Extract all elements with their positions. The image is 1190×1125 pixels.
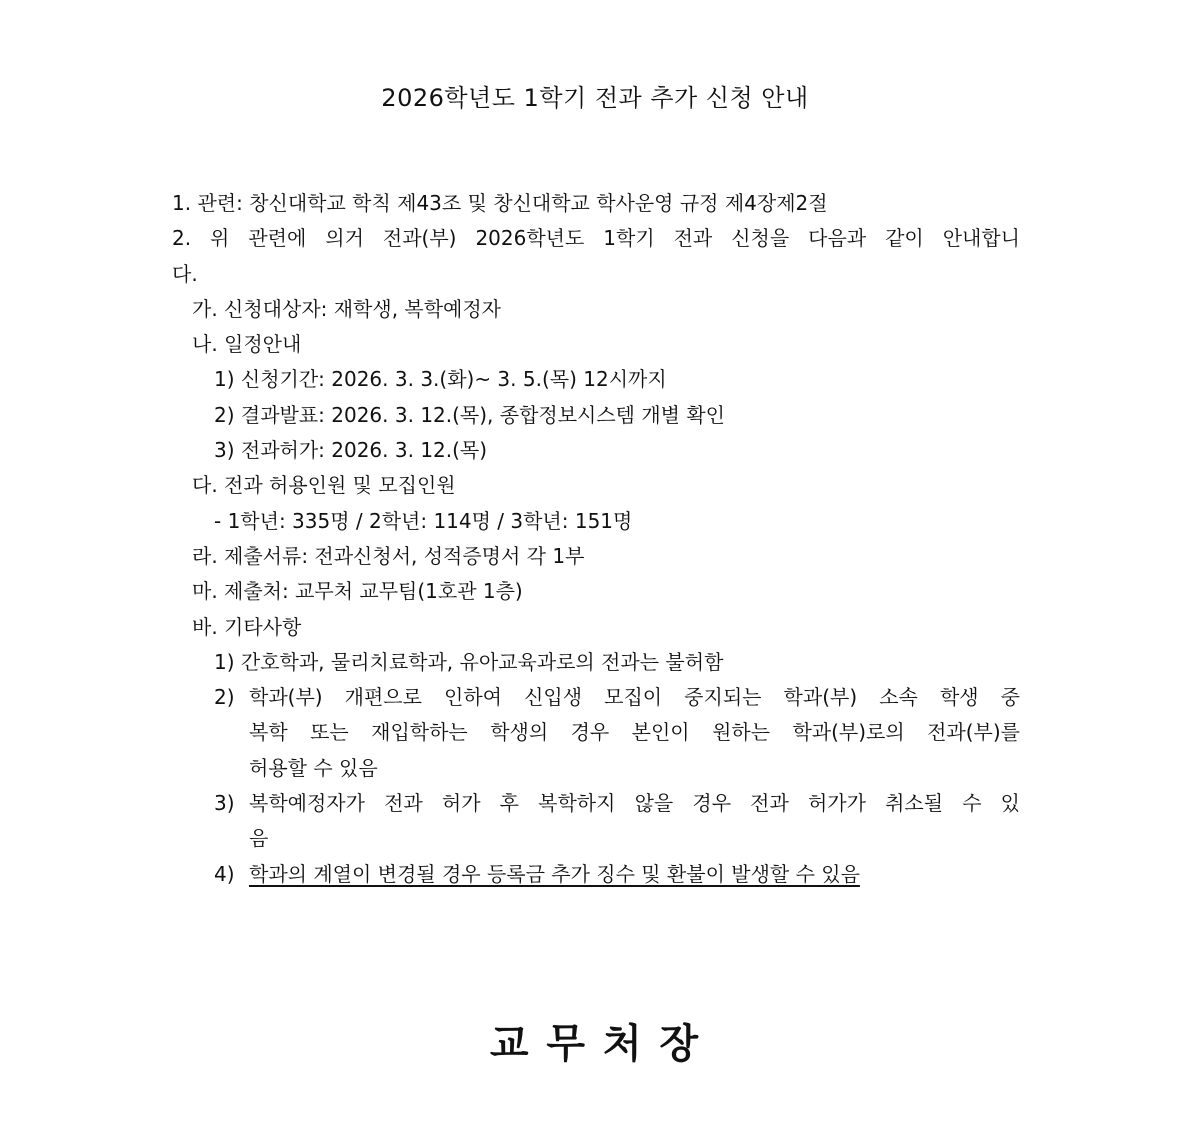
note-2-line-3: 허용할 수 있음 — [249, 755, 378, 780]
note-2-discontinued-departments — [172, 680, 1020, 786]
note-4-number: 4) — [214, 861, 235, 886]
note-2-line-2: 복학 또는 재입학하는 학생의 경우 본인이 원하는 학과(부)로의 전과(부)를 — [249, 720, 1020, 745]
item-2-intro: 2. 위 관련에 의거 전과(부) 2026학년도 1학기 전과 신청을 다음과 같이 안내합니 — [172, 226, 1020, 251]
document-body — [172, 186, 1020, 892]
item-1-reference: 1. 관련: 창신대학교 학칙 제43조 및 창신대학교 학사운영 규정 제4장제2절 — [172, 191, 828, 215]
note-2-number: 2) — [214, 685, 235, 710]
section-ga-eligibility: 가. 신청대상자: 재학생, 복학예정자 — [192, 296, 502, 321]
note-4-tuition-change — [172, 857, 1020, 892]
section-da-quota: 다. 전과 허용인원 및 모집인원 — [192, 473, 456, 498]
note-2-line-1: 학과(부) 개편으로 인하여 신입생 모집이 중지되는 학과(부) 소속 학생 중 — [249, 685, 1020, 710]
section-ba-other-notes: 바. 기타사항 — [192, 614, 302, 639]
item-2-intro-continued: 다. — [172, 261, 198, 286]
section-ma-submission-office: 마. 제출처: 교무처 교무팀(1호관 1층) — [192, 579, 523, 604]
quota-by-year: - 1학년: 335명 / 2학년: 114명 / 3학년: 151명 — [214, 508, 633, 533]
signature-academic-affairs-dean: 교 무 처 장 — [489, 1021, 701, 1067]
note-3-line-2: 음 — [249, 826, 269, 851]
section-na-schedule: 나. 일정안내 — [192, 332, 302, 357]
schedule-result-announcement: 2) 결과발표: 2026. 3. 12.(목), 종합정보시스템 개별 확인 — [214, 402, 725, 427]
note-1-restricted-departments: 1) 간호학과, 물리치료학과, 유아교육과로의 전과는 불허함 — [214, 649, 724, 674]
schedule-application-period: 1) 신청기간: 2026. 3. 3.(화)~ 3. 5.(목) 12시까지 — [214, 367, 667, 392]
note-3-number: 3) — [214, 791, 235, 816]
schedule-transfer-approval: 3) 전과허가: 2026. 3. 12.(목) — [214, 438, 488, 463]
section-ra-documents: 라. 제출서류: 전과신청서, 성적증명서 각 1부 — [192, 543, 585, 568]
note-3-cancellation — [172, 786, 1020, 857]
note-4-text: 학과의 계열이 변경될 경우 등록금 추가 징수 및 환불이 발생할 수 있음 — [249, 861, 860, 886]
document-title: 2026학년도 1학기 전과 추가 신청 안내 — [381, 84, 809, 112]
note-3-line-1: 복학예정자가 전과 허가 후 복학하지 않을 경우 전과 허가가 취소될 수 있 — [249, 791, 1020, 816]
